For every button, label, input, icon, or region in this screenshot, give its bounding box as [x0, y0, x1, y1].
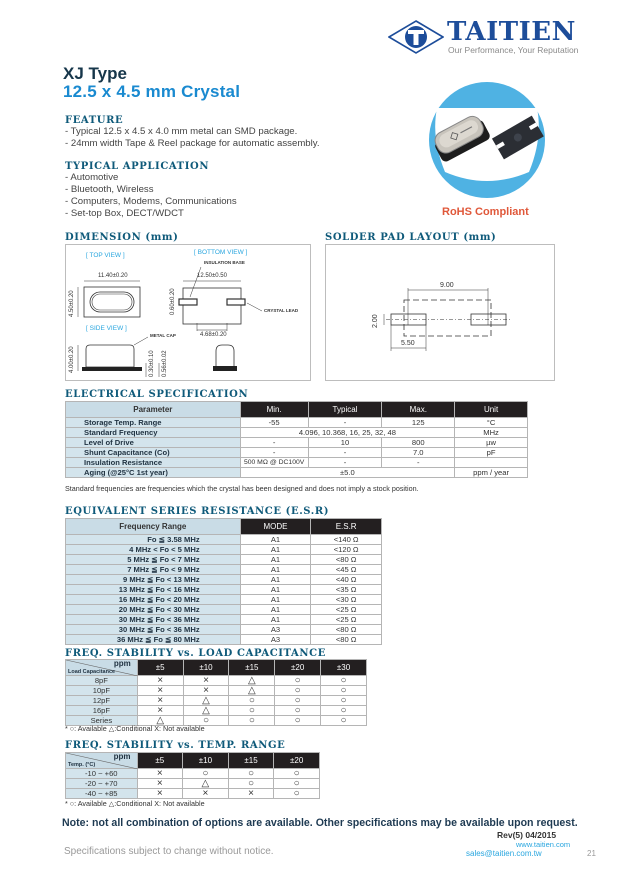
table-row [66, 789, 320, 799]
application-list [65, 172, 237, 220]
availability-cell: △ [229, 676, 275, 686]
product-type: XJ Type [63, 64, 127, 83]
bottom-view-label: [ BOTTOM VIEW ] [194, 249, 248, 256]
availability-cell: × [137, 779, 183, 789]
mode-cell: A1 [240, 545, 311, 555]
footer-note: Note: not all combination of options are available. Other specifications may be available upon request. [62, 817, 578, 829]
unit-cell: °C [455, 418, 528, 428]
availability-cell: × [137, 769, 183, 779]
col-esr: E.S.R [311, 519, 382, 535]
table-row [66, 635, 382, 645]
availability-cell: ○ [229, 706, 275, 716]
table-row [66, 438, 528, 448]
table-row [66, 625, 382, 635]
col-ppm: ±30 [321, 660, 367, 676]
availability-cell: ○ [275, 696, 321, 706]
col-mode: MODE [240, 519, 311, 535]
revision: Rev(5) 04/2015 [497, 830, 557, 840]
frequency-range-cell: 9 MHz ≦ Fo < 13 MHz [66, 575, 241, 585]
table-header-row [66, 519, 382, 535]
pad-length-dim: 5.50 [401, 340, 415, 347]
solder-pad-lines [326, 245, 556, 382]
frequency-range-cell: 16 MHz ≦ Fo < 20 MHz [66, 595, 241, 605]
brand-logo [388, 18, 618, 58]
table-row [66, 565, 382, 575]
feature-item: - Typical 12.5 x 4.5 x 4.0 mm metal can SMD package. [65, 126, 298, 137]
row-label: Series [66, 716, 138, 726]
mode-cell: A1 [240, 595, 311, 605]
availability-cell: × [137, 706, 183, 716]
table-row [66, 458, 528, 468]
param-cell: Level of Drive [66, 438, 241, 448]
table-row [66, 696, 367, 706]
load-cap-heading: FREQ. STABILITY vs. LOAD CAPACITANCE [65, 648, 326, 659]
span-cell: 4.096, 10.368, 16, 25, 32, 48 [240, 428, 454, 438]
dimension-drawing [65, 244, 311, 381]
frequency-range-cell: Fo ≦ 3.58 MHz [66, 535, 241, 545]
corner-header [66, 660, 138, 676]
spec-notice: Specifications subject to change without notice. [64, 846, 274, 857]
taitien-diamond-icon [388, 20, 444, 54]
availability-cell: ○ [229, 696, 275, 706]
table-row [66, 676, 367, 686]
availability-cell: × [183, 686, 229, 696]
availability-cell: ○ [228, 779, 274, 789]
availability-cell: ○ [183, 716, 229, 726]
esr-cell: <140 Ω [311, 535, 382, 545]
availability-cell: ○ [275, 676, 321, 686]
availability-cell: × [228, 789, 274, 799]
pad-width-dim: 9.00 [440, 282, 454, 289]
feature-list [65, 126, 320, 150]
availability-cell: × [137, 676, 183, 686]
max-cell: 800 [382, 438, 455, 448]
table-row [66, 545, 382, 555]
mode-cell: A1 [240, 565, 311, 575]
esr-cell: <120 Ω [311, 545, 382, 555]
esr-cell: <40 Ω [311, 575, 382, 585]
corner-ppm: ppm [113, 659, 131, 668]
frequency-range-cell: 20 MHz ≦ Fo < 30 MHz [66, 605, 241, 615]
corner-load-capacitance: Load Capacitance [68, 669, 116, 675]
load-cap-table [65, 659, 367, 726]
availability-cell: ○ [275, 686, 321, 696]
side-a-dim: 0.30±0.10 [149, 350, 155, 377]
unit-cell [455, 458, 528, 468]
row-label: 12pF [66, 696, 138, 706]
availability-cell: × [183, 676, 229, 686]
rohs-badge: RoHS Compliant [442, 206, 529, 218]
table-row [66, 779, 320, 789]
temp-range-legend: * ○: Available △:Conditional X: Not available [65, 799, 205, 808]
frequency-range-cell: 4 MHz < Fo < 5 MHz [66, 545, 241, 555]
mode-cell: A3 [240, 625, 311, 635]
esr-cell: <80 Ω [311, 555, 382, 565]
availability-cell: × [183, 789, 229, 799]
row-label: 8pF [66, 676, 138, 686]
corner-ppm: ppm [113, 752, 131, 761]
table-row [66, 615, 382, 625]
side-view-label: [ SIDE VIEW ] [86, 325, 127, 332]
availability-cell: × [137, 696, 183, 706]
table-header-row [66, 753, 320, 769]
esr-cell: <80 Ω [311, 625, 382, 635]
mode-cell: A1 [240, 575, 311, 585]
unit-cell: µw [455, 438, 528, 448]
application-item: - Set-top Box, DECT/WDCT [65, 208, 184, 219]
col-ppm: ±15 [228, 753, 274, 769]
availability-cell: ○ [321, 696, 367, 706]
param-cell: Insulation Resistance [66, 458, 241, 468]
esr-table [65, 518, 382, 645]
frequency-range-cell: 7 MHz ≦ Fo < 9 MHz [66, 565, 241, 575]
max-cell: - [382, 458, 455, 468]
solder-pad-heading: SOLDER PAD LAYOUT (mm) [325, 232, 497, 243]
col-parameter: Parameter [66, 402, 241, 418]
top-height-dim: 4.50±0.20 [69, 290, 75, 317]
insulation-base-label: INSULATION BASE [204, 260, 245, 265]
param-cell: Shunt Capacitance (Co) [66, 448, 241, 458]
availability-cell: △ [183, 696, 229, 706]
corner-temp: Temp. (°C) [68, 762, 96, 768]
col-typical: Typical [308, 402, 382, 418]
frequency-range-cell: 30 MHz ≦ Fo < 36 MHz [66, 615, 241, 625]
availability-cell: ○ [321, 706, 367, 716]
min-cell: - [240, 438, 308, 448]
load-cap-legend: * ○: Available △:Conditional X: Not available [65, 724, 205, 733]
table-row [66, 535, 382, 545]
metal-cap-label: METAL CAP [150, 333, 176, 338]
solder-pad-drawing [325, 244, 555, 381]
table-row [66, 585, 382, 595]
max-cell: 125 [382, 418, 455, 428]
esr-cell: <25 Ω [311, 605, 382, 615]
crystal-lead-label: CRYSTAL LEAD [264, 308, 299, 313]
brand-name: TAITIEN [447, 17, 576, 47]
page-number: 21 [587, 849, 596, 858]
esr-cell: <30 Ω [311, 595, 382, 605]
temp-range-table [65, 752, 320, 799]
top-width-dim: 11.40±0.20 [98, 273, 128, 279]
row-label: -10 ~ +60 [66, 769, 138, 779]
bottom-width-dim: 12.50±0.50 [197, 273, 227, 279]
table-header-row [66, 402, 528, 418]
col-ppm: ±20 [274, 753, 320, 769]
availability-cell: ○ [228, 769, 274, 779]
mode-cell: A1 [240, 555, 311, 565]
typ-cell: 10 [308, 438, 382, 448]
mode-cell: A1 [240, 535, 311, 545]
table-row [66, 686, 367, 696]
row-label: 16pF [66, 706, 138, 716]
row-label: -20 ~ +70 [66, 779, 138, 789]
availability-cell: △ [137, 716, 183, 726]
col-ppm: ±5 [137, 660, 183, 676]
application-item: - Computers, Modems, Communications [65, 196, 237, 207]
electrical-note: Standard frequencies are frequencies which the crystal has been designed and does not imply a stock position. [65, 484, 419, 493]
frequency-range-cell: 36 MHz ≦ Fo ≦ 80 MHz [66, 635, 241, 645]
availability-cell: ○ [274, 769, 320, 779]
param-cell: Aging (@25°C 1st year) [66, 468, 241, 478]
col-ppm: ±10 [183, 660, 229, 676]
span-cell: ±5.0 [240, 468, 454, 478]
availability-cell: ○ [275, 716, 321, 726]
col-frequency-range: Frequency Range [66, 519, 241, 535]
col-ppm: ±20 [275, 660, 321, 676]
frequency-range-cell: 30 MHz ≦ Fo < 36 MHz [66, 625, 241, 635]
typ-cell: - [308, 448, 382, 458]
col-ppm: ±10 [183, 753, 229, 769]
availability-cell: △ [183, 779, 229, 789]
electrical-heading: ELECTRICAL SPECIFICATION [65, 389, 249, 400]
availability-cell: ○ [321, 716, 367, 726]
col-ppm: ±15 [229, 660, 275, 676]
esr-cell: <45 Ω [311, 565, 382, 575]
table-row [66, 595, 382, 605]
availability-cell: ○ [275, 706, 321, 716]
table-row [66, 448, 528, 458]
availability-cell: ○ [274, 789, 320, 799]
param-cell: Standard Frequency [66, 428, 241, 438]
product-photo [417, 78, 557, 218]
row-label: 10pF [66, 686, 138, 696]
table-row [66, 575, 382, 585]
max-cell: 7.0 [382, 448, 455, 458]
table-row [66, 468, 528, 478]
application-heading: TYPICAL APPLICATION [65, 161, 210, 172]
mode-cell: A1 [240, 605, 311, 615]
typ-cell: - [308, 458, 382, 468]
unit-cell: MHz [455, 428, 528, 438]
mode-cell: A1 [240, 585, 311, 595]
mode-cell: A1 [240, 615, 311, 625]
col-min: Min. [240, 402, 308, 418]
col-max: Max. [382, 402, 455, 418]
side-b-dim: 0.56±0.02 [162, 350, 168, 377]
product-subtitle: 12.5 x 4.5 mm Crystal [63, 82, 241, 101]
param-cell: Storage Temp. Range [66, 418, 241, 428]
table-row [66, 706, 367, 716]
side-height-dim: 4.00±0.20 [69, 346, 75, 373]
availability-cell: ○ [321, 686, 367, 696]
min-cell: 500 MΩ @ DC100V [240, 458, 308, 468]
top-view-label: [ TOP VIEW ] [86, 252, 125, 259]
frequency-range-cell: 13 MHz ≦ Fo < 16 MHz [66, 585, 241, 595]
esr-heading: EQUIVALENT SERIES RESISTANCE (E.S.R) [65, 506, 330, 517]
min-cell: -55 [240, 418, 308, 428]
availability-cell: ○ [274, 779, 320, 789]
esr-cell: <80 Ω [311, 635, 382, 645]
feature-item: - 24mm width Tape & Reel package for automatic assembly. [65, 138, 320, 149]
frequency-range-cell: 5 MHz ≦ Fo < 7 MHz [66, 555, 241, 565]
unit-cell: ppm / year [455, 468, 528, 478]
typ-cell: - [308, 418, 382, 428]
availability-cell: × [137, 789, 183, 799]
corner-header [66, 753, 138, 769]
min-cell: - [240, 448, 308, 458]
esr-cell: <25 Ω [311, 615, 382, 625]
application-item: - Automotive [65, 172, 119, 183]
availability-cell: ○ [183, 769, 229, 779]
table-row [66, 428, 528, 438]
mode-cell: A3 [240, 635, 311, 645]
table-row [66, 555, 382, 565]
row-label: -40 ~ +85 [66, 789, 138, 799]
feature-heading: FEATURE [65, 115, 124, 126]
unit-cell: pF [455, 448, 528, 458]
table-row [66, 418, 528, 428]
dimension-heading: DIMENSION (mm) [65, 232, 179, 243]
table-row [66, 605, 382, 615]
availability-cell: × [137, 686, 183, 696]
bottom-pitch-dim: 4.68±0.20 [200, 332, 227, 338]
electrical-table [65, 401, 528, 478]
pad-height-dim: 2.00 [372, 314, 379, 328]
availability-cell: ○ [321, 676, 367, 686]
col-ppm: ±5 [137, 753, 183, 769]
table-row [66, 769, 320, 779]
bottom-lead-dim: 0.60±0.20 [170, 288, 176, 315]
brand-tagline: Our Performance, Your Reputation [448, 45, 579, 55]
application-item: - Bluetooth, Wireless [65, 184, 154, 195]
temp-range-heading: FREQ. STABILITY vs. TEMP. RANGE [65, 740, 286, 751]
table-header-row [66, 660, 367, 676]
availability-cell: △ [183, 706, 229, 716]
availability-cell: △ [229, 686, 275, 696]
col-unit: Unit [455, 402, 528, 418]
email-link[interactable]: sales@taitien.com.tw [466, 849, 542, 858]
esr-cell: <35 Ω [311, 585, 382, 595]
availability-cell: ○ [229, 716, 275, 726]
website-link[interactable]: www.taitien.com [516, 840, 571, 849]
